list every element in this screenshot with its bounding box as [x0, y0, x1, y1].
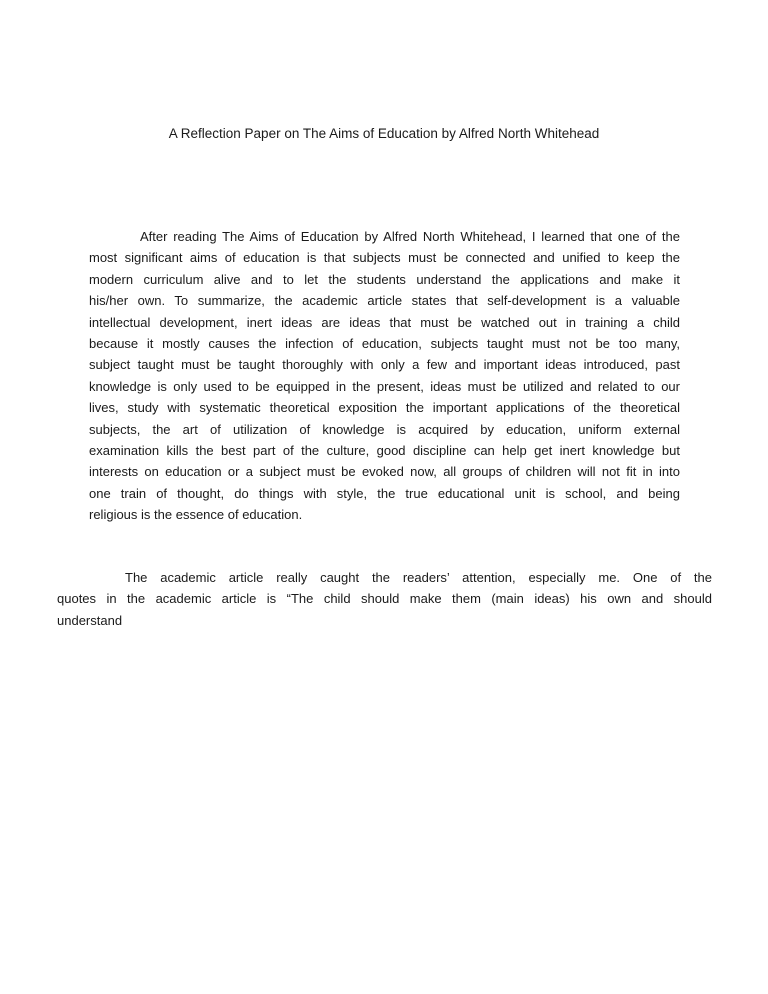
text-line: subjects, the art of utilization of knowledge is acquired by education, uniform external [89, 421, 680, 437]
text-line: modern curriculum alive and to let the students understand the applications and make it [89, 271, 680, 287]
text-line: quotes in the academic article is “The child should make them (main ideas) his own and should [57, 591, 712, 607]
text-line: interests on education or a subject must be evoked now, all groups of children will not fit in into [89, 464, 680, 480]
text-line: subject taught must be taught thoroughly with only a few and important ideas introduced, past [89, 357, 680, 373]
text-line: examination kills the best part of the culture, good discipline can help get inert knowledge but [89, 442, 680, 458]
text-line: lives, study with systematic theoretical exposition the important applications of the theoretical [89, 400, 680, 416]
text-line: knowledge is only used to be equipped in the present, ideas must be utilized and related to our [89, 378, 680, 394]
text-line: The academic article really caught the readers’ attention, especially me. One of the [125, 570, 712, 585]
text-line: one train of thought, do things with style, the true educational unit is school, and being [89, 485, 680, 501]
paragraph-reflection [57, 567, 712, 631]
text-line: his/her own. To summarize, the academic article states that self-development is a valuable [89, 293, 680, 309]
text-line: understand [57, 612, 123, 628]
text-line: After reading The Aims of Education by Alfred North Whitehead, I learned that one of the [140, 229, 680, 244]
text-line: because it mostly causes the infection of education, subjects taught must not be too many, [89, 335, 680, 351]
text-line: intellectual development, inert ideas are ideas that must be watched out in training a child [89, 314, 680, 330]
paragraph-summary [89, 226, 680, 525]
document-title: A Reflection Paper on The Aims of Education by Alfred North Whitehead [168, 126, 600, 141]
text-line: religious is the essence of education. [89, 507, 303, 523]
text-line: most significant aims of education is that subjects must be connected and unified to keep the [89, 250, 680, 266]
